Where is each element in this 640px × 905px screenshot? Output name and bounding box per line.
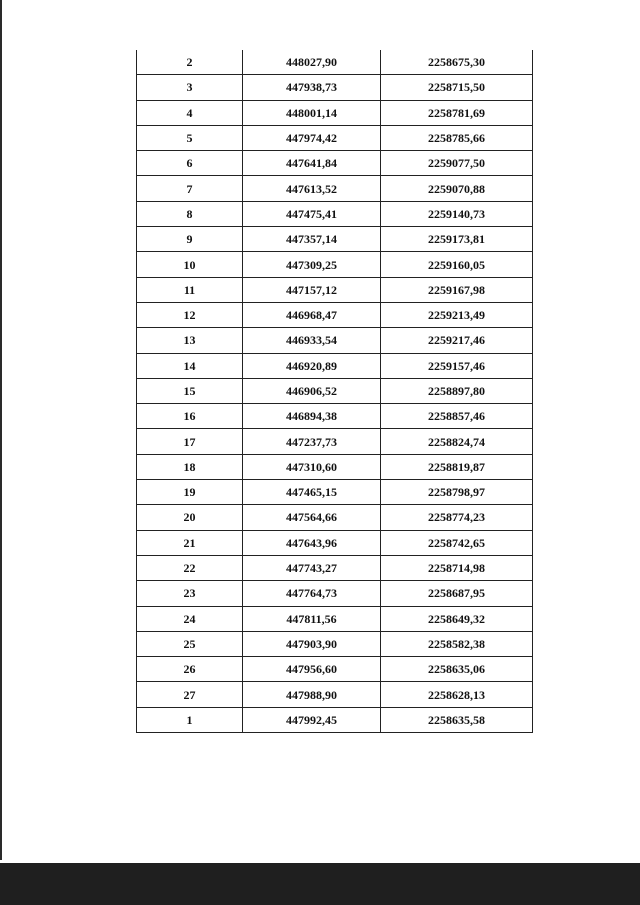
point-number-cell: 2 [137, 50, 243, 75]
table-row [137, 176, 533, 201]
y-coordinate-cell: 2259140,73 [381, 201, 533, 226]
y-coordinate-cell: 2258649,32 [381, 606, 533, 631]
y-coordinate-cell: 2258774,23 [381, 505, 533, 530]
point-number-cell: 16 [137, 404, 243, 429]
x-coordinate-cell: 448027,90 [243, 50, 381, 75]
point-number-cell: 14 [137, 353, 243, 378]
y-coordinate-cell: 2259173,81 [381, 227, 533, 252]
point-number-cell: 9 [137, 227, 243, 252]
x-coordinate-cell: 447643,96 [243, 530, 381, 555]
table-row [137, 555, 533, 580]
x-coordinate-cell: 447903,90 [243, 631, 381, 656]
table-row [137, 378, 533, 403]
table-row [137, 125, 533, 150]
x-coordinate-cell: 447465,15 [243, 480, 381, 505]
y-coordinate-cell: 2258582,38 [381, 631, 533, 656]
x-coordinate-cell: 446933,54 [243, 328, 381, 353]
table-row [137, 353, 533, 378]
y-coordinate-cell: 2259213,49 [381, 302, 533, 327]
x-coordinate-cell: 447310,60 [243, 454, 381, 479]
point-number-cell: 8 [137, 201, 243, 226]
x-coordinate-cell: 447743,27 [243, 555, 381, 580]
y-coordinate-cell: 2259167,98 [381, 277, 533, 302]
y-coordinate-cell: 2258715,50 [381, 75, 533, 100]
y-coordinate-cell: 2258742,65 [381, 530, 533, 555]
point-number-cell: 5 [137, 125, 243, 150]
x-coordinate-cell: 447475,41 [243, 201, 381, 226]
table-row [137, 328, 533, 353]
y-coordinate-cell: 2259217,46 [381, 328, 533, 353]
point-number-cell: 25 [137, 631, 243, 656]
table-row [137, 606, 533, 631]
point-number-cell: 3 [137, 75, 243, 100]
y-coordinate-cell: 2258798,97 [381, 480, 533, 505]
x-coordinate-cell: 447956,60 [243, 657, 381, 682]
scan-edge [0, 0, 2, 860]
x-coordinate-cell: 447938,73 [243, 75, 381, 100]
coordinates-table [136, 50, 533, 733]
x-coordinate-cell: 447613,52 [243, 176, 381, 201]
x-coordinate-cell: 447992,45 [243, 707, 381, 732]
x-coordinate-cell: 447764,73 [243, 581, 381, 606]
point-number-cell: 26 [137, 657, 243, 682]
point-number-cell: 13 [137, 328, 243, 353]
table-row [137, 201, 533, 226]
y-coordinate-cell: 2258687,95 [381, 581, 533, 606]
point-number-cell: 22 [137, 555, 243, 580]
table-row [137, 100, 533, 125]
table-row [137, 530, 533, 555]
table-row [137, 454, 533, 479]
table-row [137, 75, 533, 100]
y-coordinate-cell: 2259077,50 [381, 151, 533, 176]
table-row [137, 252, 533, 277]
point-number-cell: 12 [137, 302, 243, 327]
x-coordinate-cell: 447564,66 [243, 505, 381, 530]
point-number-cell: 21 [137, 530, 243, 555]
point-number-cell: 20 [137, 505, 243, 530]
scan-bottom-band [0, 863, 640, 905]
point-number-cell: 18 [137, 454, 243, 479]
point-number-cell: 27 [137, 682, 243, 707]
table-row [137, 302, 533, 327]
table-row [137, 429, 533, 454]
table-row [137, 404, 533, 429]
point-number-cell: 17 [137, 429, 243, 454]
y-coordinate-cell: 2258675,30 [381, 50, 533, 75]
table-row [137, 480, 533, 505]
coordinates-table-body [137, 50, 533, 733]
point-number-cell: 7 [137, 176, 243, 201]
y-coordinate-cell: 2258785,66 [381, 125, 533, 150]
point-number-cell: 19 [137, 480, 243, 505]
x-coordinate-cell: 447974,42 [243, 125, 381, 150]
x-coordinate-cell: 448001,14 [243, 100, 381, 125]
y-coordinate-cell: 2259070,88 [381, 176, 533, 201]
table-row [137, 682, 533, 707]
table-row [137, 50, 533, 75]
table-row [137, 707, 533, 732]
point-number-cell: 24 [137, 606, 243, 631]
y-coordinate-cell: 2258635,06 [381, 657, 533, 682]
x-coordinate-cell: 447988,90 [243, 682, 381, 707]
point-number-cell: 6 [137, 151, 243, 176]
x-coordinate-cell: 447641,84 [243, 151, 381, 176]
x-coordinate-cell: 447157,12 [243, 277, 381, 302]
table-row [137, 505, 533, 530]
x-coordinate-cell: 446920,89 [243, 353, 381, 378]
x-coordinate-cell: 446894,38 [243, 404, 381, 429]
point-number-cell: 10 [137, 252, 243, 277]
y-coordinate-cell: 2258824,74 [381, 429, 533, 454]
table-row [137, 631, 533, 656]
x-coordinate-cell: 446906,52 [243, 378, 381, 403]
point-number-cell: 15 [137, 378, 243, 403]
point-number-cell: 23 [137, 581, 243, 606]
y-coordinate-cell: 2258628,13 [381, 682, 533, 707]
y-coordinate-cell: 2258635,58 [381, 707, 533, 732]
table-row [137, 581, 533, 606]
y-coordinate-cell: 2258857,46 [381, 404, 533, 429]
x-coordinate-cell: 447309,25 [243, 252, 381, 277]
table-row [137, 657, 533, 682]
x-coordinate-cell: 446968,47 [243, 302, 381, 327]
point-number-cell: 1 [137, 707, 243, 732]
table-row [137, 277, 533, 302]
y-coordinate-cell: 2259157,46 [381, 353, 533, 378]
x-coordinate-cell: 447237,73 [243, 429, 381, 454]
x-coordinate-cell: 447811,56 [243, 606, 381, 631]
point-number-cell: 11 [137, 277, 243, 302]
x-coordinate-cell: 447357,14 [243, 227, 381, 252]
point-number-cell: 4 [137, 100, 243, 125]
coordinates-table-container [136, 50, 532, 733]
y-coordinate-cell: 2258714,98 [381, 555, 533, 580]
y-coordinate-cell: 2259160,05 [381, 252, 533, 277]
y-coordinate-cell: 2258819,87 [381, 454, 533, 479]
table-row [137, 151, 533, 176]
table-row [137, 227, 533, 252]
y-coordinate-cell: 2258897,80 [381, 378, 533, 403]
y-coordinate-cell: 2258781,69 [381, 100, 533, 125]
